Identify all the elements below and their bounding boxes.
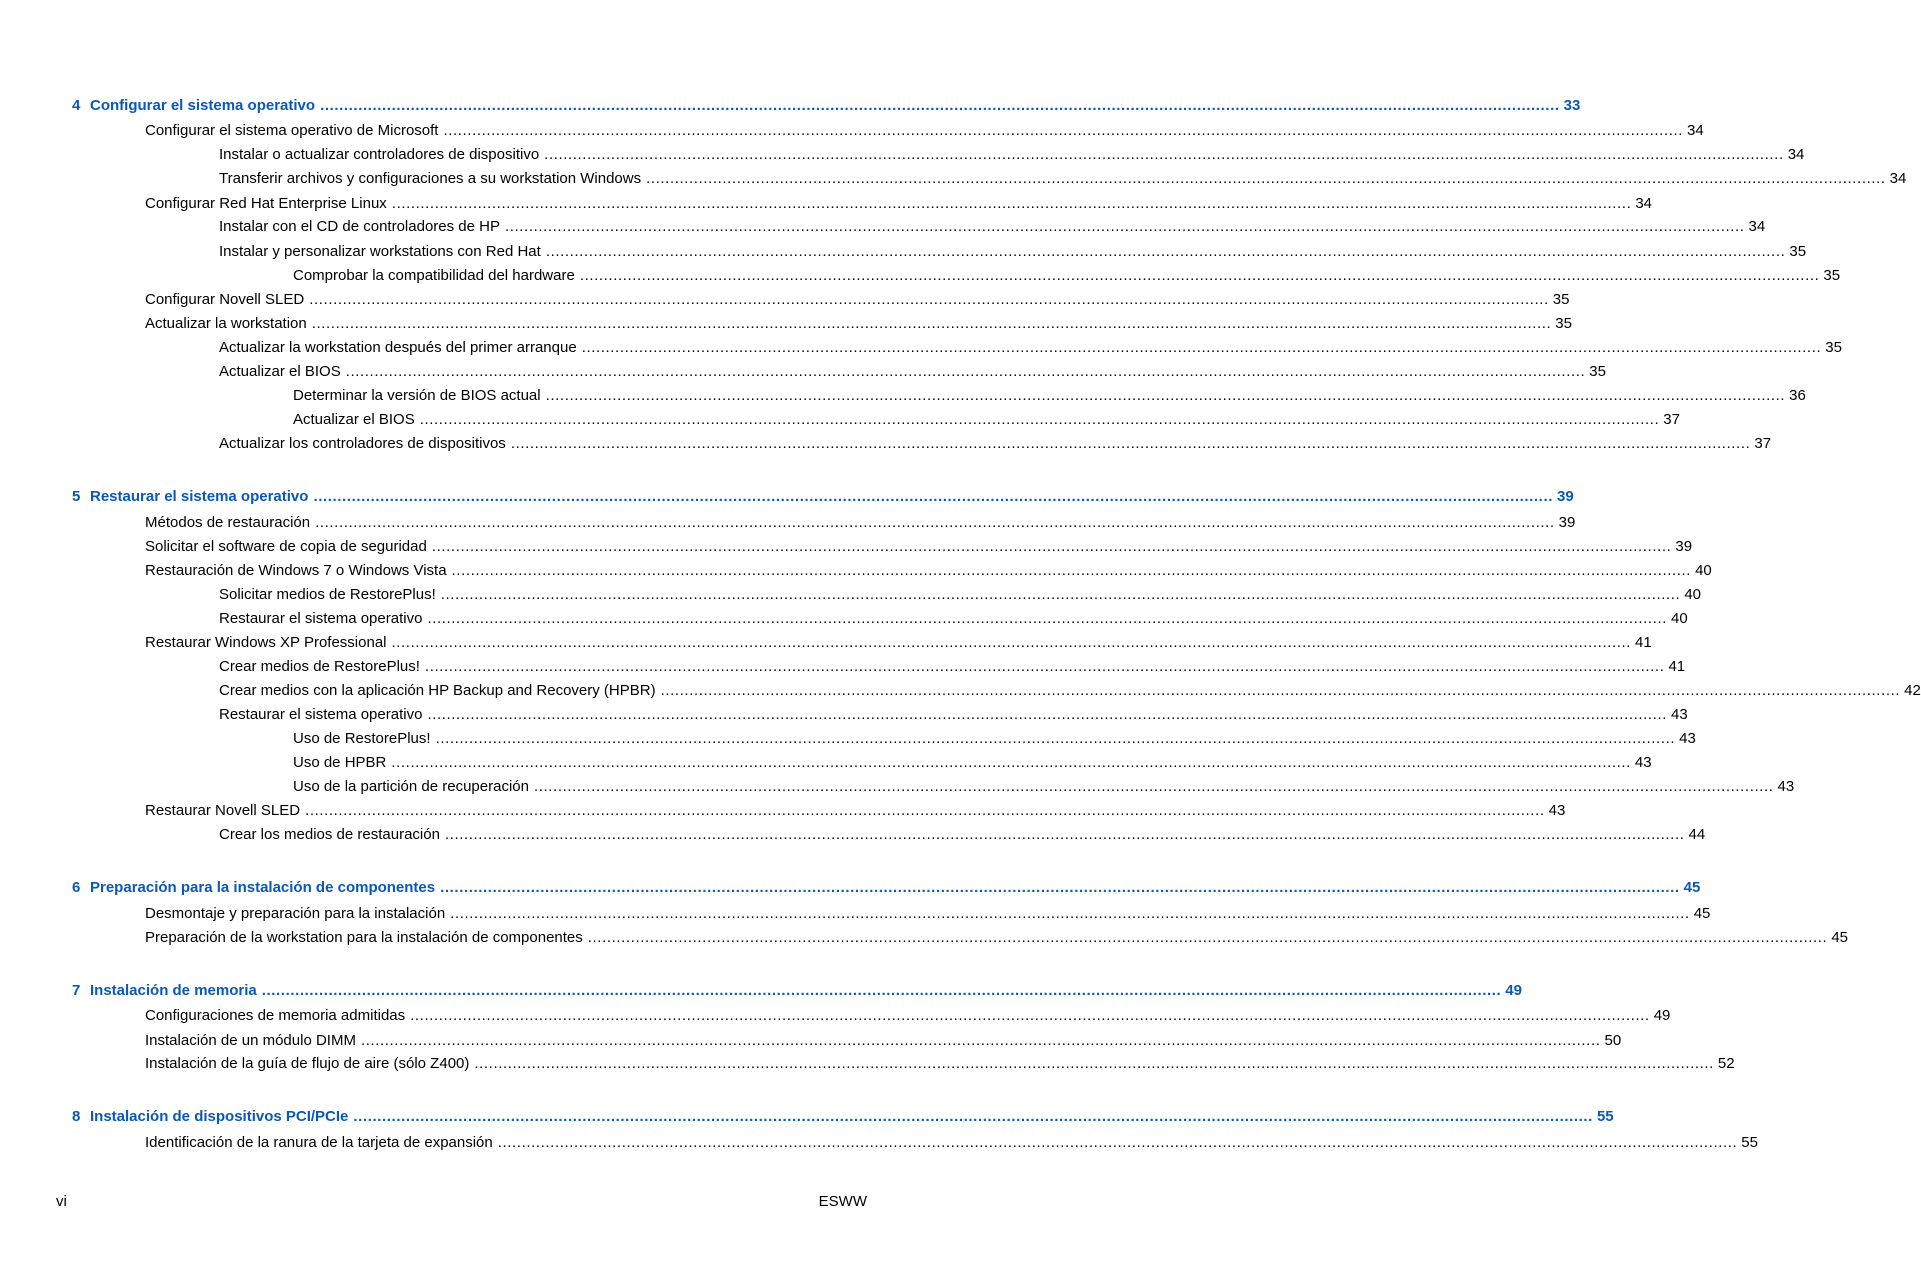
toc-entry[interactable] [293,777,1795,797]
toc-chapter-entry[interactable] [72,878,1701,898]
toc-dot-leader: .................................................................................................................................................................................................................................................................... [587,929,1828,946]
toc-page-number: 34 [1635,195,1653,212]
toc-dot-leader: .................................................................................................................................................................................................................................................................... [443,122,1684,139]
toc-page-number: 35 [1789,243,1807,260]
toc-page-number: 49 [1653,1007,1671,1024]
toc-page-number: 35 [1589,363,1606,380]
toc-dot-leader: .................................................................................................................................................................................................................................................................... [353,1108,1593,1125]
toc-entry[interactable] [219,585,1701,605]
toc-chapter-title-text: Restaurar el sistema operativo [90,488,309,505]
toc-entry-title: Actualizar la workstation después del primer arranque [219,339,577,356]
toc-page-number: 55 [1596,1108,1614,1125]
toc-entry[interactable] [293,753,1652,773]
toc-page-number: 45 [1693,905,1711,922]
toc-entry-title: Métodos de restauración [145,514,311,531]
toc-chapter-title [72,981,257,1001]
toc-dot-leader: .................................................................................................................................................................................................................................................................... [391,754,1631,771]
toc-chapter-title [72,487,308,507]
toc-dot-leader: .................................................................................................................................................................................................................................................................... [544,146,1784,163]
toc-chapter-title-text: Configurar el sistema operativo [90,97,316,114]
toc-entry[interactable] [219,362,1606,382]
toc-entry-title: Comprobar la compatibilidad del hardware [293,267,575,284]
toc-entry[interactable] [219,145,1805,165]
toc-page-number: 41 [1668,658,1686,675]
toc-entry-title: Identificación de la ranura de la tarjeta de expansión [145,1134,493,1151]
toc-dot-leader: .................................................................................................................................................................................................................................................................... [660,682,1901,699]
toc-entry-title: Transferir archivos y configuraciones a su workstation Windows [219,170,642,187]
toc-entry[interactable] [219,169,1907,189]
toc-page-number: 34 [1889,170,1907,187]
toc-page-number: 39 [1558,514,1576,531]
toc-entry[interactable] [219,657,1686,677]
toc-entry[interactable] [145,290,1570,310]
toc-dot-leader: .................................................................................................................................................................................................................................................................... [579,267,1820,284]
toc-page-number: 42 [1904,682,1921,699]
toc-page-number: 40 [1684,586,1701,603]
toc-dot-leader: .................................................................................................................................................................................................................................................................... [646,170,1886,187]
toc-page-number: 40 [1670,610,1688,627]
toc-entry-title: Determinar la versión de BIOS actual [293,387,541,404]
toc-entry-title: Crear medios de RestorePlus! [219,658,420,675]
toc-dot-leader: .................................................................................................................................................................................................................................................................... [435,730,1676,747]
toc-entry[interactable] [219,609,1688,629]
toc-entry[interactable] [219,338,1842,358]
toc-chapter-number: 7 [72,982,81,999]
toc-entry-title: Uso de HPBR [293,754,387,771]
toc-page-number: 39 [1556,488,1574,505]
toc-entry[interactable] [145,904,1711,924]
toc-page-number: 35 [1552,291,1570,308]
toc-dot-leader: .................................................................................................................................................................................................................................................................... [424,658,1665,675]
toc-entry[interactable] [145,1133,1758,1153]
toc-dot-leader: .................................................................................................................................................................................................................................................................... [315,514,1555,531]
toc-entry[interactable] [145,314,1572,334]
toc-page-number: 55 [1741,1134,1758,1151]
toc-entry[interactable] [293,729,1696,749]
toc-dot-leader: .................................................................................................................................................................................................................................................................... [533,778,1774,795]
toc-page-number: 40 [1695,562,1712,579]
toc-page-number: 34 [1787,146,1805,163]
toc-entry-title: Desmontaje y preparación para la instalación [145,905,446,922]
toc-entry-title: Instalación de la guía de flujo de aire (sólo Z400) [145,1055,470,1072]
toc-entry-title: Crear medios con la aplicación HP Backup and Recovery (HPBR) [219,682,656,699]
toc-entry-title: Restaurar el sistema operativo [219,610,423,627]
toc-entry[interactable] [145,194,1653,214]
toc-dot-leader: .................................................................................................................................................................................................................................................................... [320,97,1560,114]
toc-dot-leader: .................................................................................................................................................................................................................................................................... [305,802,1545,819]
toc-entry-title: Configurar Novell SLED [145,291,305,308]
toc-chapter-entry[interactable] [72,96,1581,116]
toc-dot-leader: .................................................................................................................................................................................................................................................................... [391,634,1632,651]
toc-dot-leader: .................................................................................................................................................................................................................................................................... [261,982,1502,999]
toc-page-number: 34 [1687,122,1704,139]
toc-chapter-entry[interactable] [72,487,1574,507]
toc-chapter-number: 5 [72,488,81,505]
toc-entry[interactable] [293,386,1806,406]
toc-page-number: 37 [1754,435,1772,452]
toc-entry-title: Instalación de un módulo DIMM [145,1032,356,1049]
toc-entry[interactable] [293,410,1680,430]
toc-page-number: 35 [1555,315,1572,332]
toc-page-number: 45 [1831,929,1848,946]
toc-dot-leader: .................................................................................................................................................................................................................................................................... [431,538,1672,555]
toc-dot-leader: .................................................................................................................................................................................................................................................................... [391,195,1632,212]
toc-page-number: 43 [1679,730,1696,747]
toc-entry-title: Configurar Red Hat Enterprise Linux [145,195,387,212]
toc-dot-leader: .................................................................................................................................................................................................................................................................... [440,586,1681,603]
toc-dot-leader: .................................................................................................................................................................................................................................................................... [545,243,1786,260]
toc-entry[interactable] [145,121,1704,141]
toc-dot-leader: .................................................................................................................................................................................................................................................................... [545,387,1786,404]
toc-entry-title: Actualizar el BIOS [293,411,415,428]
toc-chapter-number: 4 [72,97,81,114]
toc-dot-leader: .................................................................................................................................................................................................................................................................... [510,435,1751,452]
toc-page-number: 43 [1777,778,1795,795]
toc-entry-title: Solicitar el software de copia de seguridad [145,538,427,555]
toc-page-number: 50 [1604,1032,1622,1049]
toc-chapter-entry[interactable] [72,1107,1614,1127]
toc-chapter-entry[interactable] [72,981,1522,1001]
toc-dot-leader: .................................................................................................................................................................................................................................................................... [313,488,1553,505]
toc-entry[interactable] [219,681,1921,701]
toc-dot-leader: .................................................................................................................................................................................................................................................................... [427,706,1667,723]
toc-entry-title: Solicitar medios de RestorePlus! [219,586,436,603]
toc-dot-leader: .................................................................................................................................................................................................................................................................... [451,562,1692,579]
toc-chapter-number: 6 [72,879,81,896]
toc-page-number: 45 [1683,879,1701,896]
toc-page-number: 43 [1670,706,1688,723]
toc-entry-title: Uso de la partición de recuperación [293,778,529,795]
toc-entry-title: Actualizar los controladores de dispositivos [219,435,506,452]
toc-dot-leader: .................................................................................................................................................................................................................................................................... [440,879,1680,896]
toc-entry[interactable] [219,242,1807,262]
toc-entry-title: Restaurar Novell SLED [145,802,301,819]
toc-entry-title: Configurar el sistema operativo de Microsoft [145,122,439,139]
toc-entry[interactable] [145,1006,1671,1026]
toc-page-number: 33 [1563,97,1581,114]
toc-entry[interactable] [145,537,1693,557]
toc-page-number: 52 [1717,1055,1735,1072]
toc-page-number: 37 [1663,411,1680,428]
toc-chapter-number: 8 [72,1108,81,1125]
toc-chapter-title-text: Instalación de memoria [90,982,257,999]
toc-entry-title: Configuraciones de memoria admitidas [145,1007,406,1024]
toc-dot-leader: .................................................................................................................................................................................................................................................................... [581,339,1822,356]
toc-dot-leader: .................................................................................................................................................................................................................................................................... [450,905,1690,922]
toc-entry-title: Restauración de Windows 7 o Windows Vista [145,562,447,579]
toc-page-number: 34 [1748,218,1766,235]
toc-entry-title: Preparación de la workstation para la instalación de componentes [145,929,583,946]
toc-dot-leader: .................................................................................................................................................................................................................................................................... [427,610,1667,627]
toc-entry[interactable] [145,1054,1735,1074]
toc-page-number: 44 [1688,826,1706,843]
toc-chapter-title-text: Instalación de dispositivos PCI/PCIe [90,1108,349,1125]
toc-entry-title: Instalar o actualizar controladores de dispositivo [219,146,540,163]
toc-dot-leader: .................................................................................................................................................................................................................................................................... [360,1032,1601,1049]
toc-dot-leader: .................................................................................................................................................................................................................................................................... [497,1134,1738,1151]
toc-entry-title: Restaurar Windows XP Professional [145,634,387,651]
toc-dot-leader: .................................................................................................................................................................................................................................................................... [504,218,1745,235]
toc-entry[interactable] [145,513,1576,533]
toc-entry-title: Uso de RestorePlus! [293,730,431,747]
toc-page-number: 43 [1634,754,1652,771]
toc-entry-title: Instalar y personalizar workstations con Red Hat [219,243,541,260]
toc-page-number: 43 [1548,802,1566,819]
toc-entry-title: Crear los medios de restauración [219,826,440,843]
toc-entry[interactable] [145,1031,1622,1051]
toc-entry[interactable] [145,633,1652,653]
toc-chapter-title [72,1107,348,1127]
toc-entry[interactable] [219,825,1706,845]
toc-dot-leader: .................................................................................................................................................................................................................................................................... [474,1055,1714,1072]
footer-page-number: vi [56,1193,67,1210]
footer-label: ESWW [818,1193,867,1210]
toc-page-number: 35 [1825,339,1842,356]
toc-entry-title: Actualizar el BIOS [219,363,341,380]
toc-entry[interactable] [293,266,1841,286]
toc-entry[interactable] [145,928,1848,948]
toc-entry[interactable] [219,705,1688,725]
toc-entry[interactable] [145,801,1566,821]
toc-page-number: 35 [1823,267,1841,284]
toc-entry-title: Restaurar el sistema operativo [219,706,423,723]
toc-chapter-title [72,878,435,898]
toc-dot-leader: .................................................................................................................................................................................................................................................................... [345,363,1586,380]
toc-page-number: 41 [1635,634,1652,651]
toc-chapter-title-text: Preparación para la instalación de componentes [90,879,436,896]
toc-entry[interactable] [219,434,1772,454]
toc-dot-leader: .................................................................................................................................................................................................................................................................... [410,1007,1650,1024]
toc-page-number: 49 [1505,982,1522,999]
toc-entry-title: Instalar con el CD de controladores de HP [219,218,500,235]
toc-dot-leader: .................................................................................................................................................................................................................................................................... [311,315,1552,332]
toc-dot-leader: .................................................................................................................................................................................................................................................................... [444,826,1685,843]
toc-dot-leader: .................................................................................................................................................................................................................................................................... [309,291,1549,308]
toc-entry[interactable] [145,561,1712,581]
toc-page-number: 39 [1675,538,1693,555]
toc-page-number: 36 [1789,387,1806,404]
toc-chapter-title [72,96,315,116]
toc-entry-title: Actualizar la workstation [145,315,307,332]
toc-dot-leader: .................................................................................................................................................................................................................................................................... [419,411,1660,428]
toc-entry[interactable] [219,217,1766,237]
